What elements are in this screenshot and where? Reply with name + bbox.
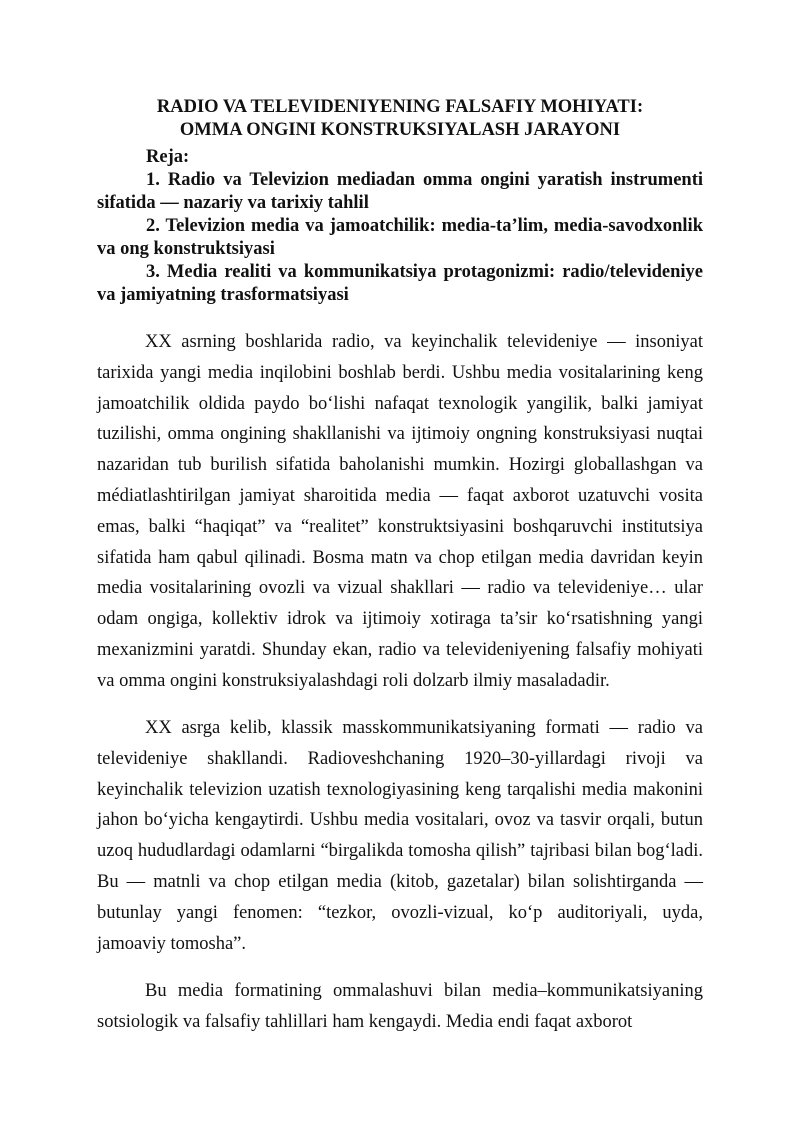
plan-heading: Reja: [146,147,190,167]
body-paragraph-1: XX asrning boshlarida radio, va keyinchalik televideniye — insoniyat tarixida yangi media inqilobini boshlab berdi. Ushbu media vositalarining keng jamoatchilik oldida paydo bo‘lishi nafaqat texnologik yangilik, balki jamiyat tuzilishi, omma ongining shakllanishi va ijtimoiy ongning konstruksiyasi nuqtai nazaridan tub burilish sifatida baholanishi mumkin. Hozirgi globallashgan va médiatlashtirilgan jamiyat sharoitida media — faqat axborot uzatuvchi vosita emas, balki “haqiqat” va “realitet” konstruktsiyasini boshqaruvchi institutsiya sifatida ham qabul qilinadi. Bosma matn va chop etilgan media davridan keyin media vositalarining ovozli va vizual shakllari — radio va televideniye… ular odam ongiga, kollektiv idrok va ijtimoiy xotiraga ta’sir ko‘rsatishning yangi mexanizmini yaratdi. Shunday ekan, radio va televideniyening falsafiy mohiyati va omma ongini konstruksiyalashdagi roli dolzarb ilmiy masaladadir. [97,332,703,691]
plan-item-3: 3. Media realiti va kommunikatsiya protagonizmi: radio/televideniye va jamiyatning trasformatsiyasi [97,262,703,305]
document-title-line-1: RADIO VA TELEVIDENIYENING FALSAFIY MOHIYATI: [156,97,644,117]
body-paragraph-2: XX asrga kelib, klassik masskommunikatsiyaning formati — radio va televideniye shakllandi. Radioveshchaning 1920–30-yillardagi rivoji va keyinchalik televizion uzatish texnologiyasining keng tarqalishi media makonini jahon bo‘yicha kengaytirdi. Ushbu media vositalari, ovoz va tasvir orqali, butun uzoq hududlardagi odamlarni “birgalikda tomosha qilish” tajribasi bilan bog‘ladi. Bu — matnli va chop etilgan media (kitob, gazetalar) bilan solishtirganda — butunlay yangi fenomen: “tezkor, ovozli-vizual, ko‘p auditoriyali, uyda, jamoaviy tomosha”. [97,718,703,954]
document-title-line-2: OMMA ONGINI KONSTRUKSIYALASH JARAYONI [179,120,621,140]
body-paragraph-3: Bu media formatining ommalashuvi bilan media–kommunikatsiyaning sotsiologik va falsafiy tahlillari ham kengaydi. Media endi faqat axborot [97,981,703,1032]
plan-item-1: 1. Radio va Televizion mediadan omma ongini yaratish instrumenti sifatida — nazariy va tarixiy tahlil [97,170,703,213]
plan-item-2: 2. Televizion media va jamoatchilik: media-ta’lim, media-savodxonlik va ong konstruktsiyasi [97,216,703,259]
